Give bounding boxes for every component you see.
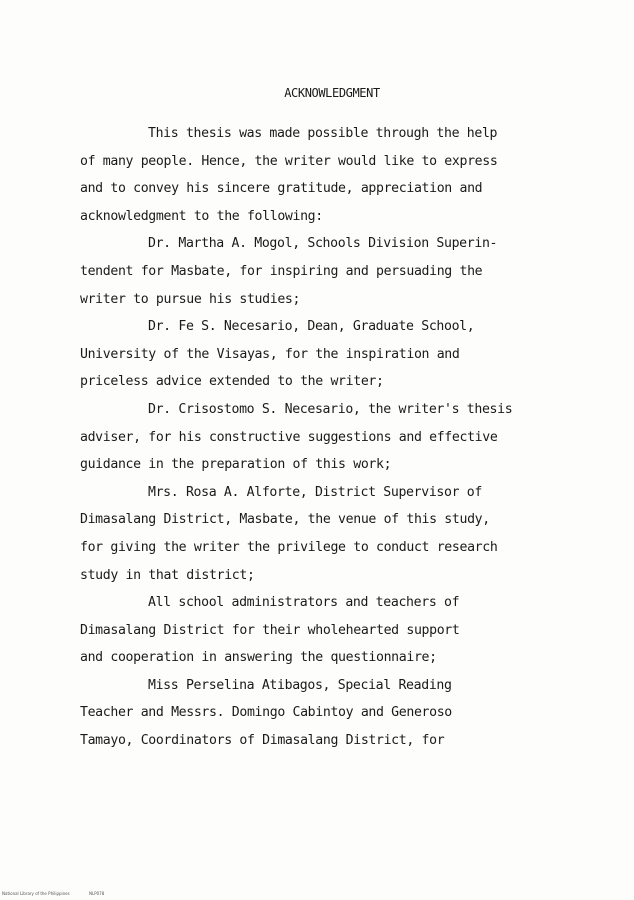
text-line: University of the Visayas, for the inspiration and [80, 346, 460, 362]
text-line: adviser, for his constructive suggestions and effective [80, 429, 498, 445]
text-line: Mrs. Rosa A. Alforte, District Supervisor of [148, 484, 482, 500]
page-title: ACKNOWLEDGMENT [284, 86, 380, 100]
text-line: priceless advice extended to the writer; [80, 374, 384, 390]
text-line: tendent for Masbate, for inspiring and persuading the [80, 263, 483, 279]
text-line: Tamayo, Coordinators of Dimasalang District, for [80, 733, 445, 749]
text-line: writer to pursue his studies; [80, 291, 301, 307]
text-line: Teacher and Messrs. Domingo Cabintoy and Generoso [80, 705, 452, 721]
text-line: for giving the writer the privilege to conduct research [80, 539, 498, 555]
text-line: Dr. Crisostomo S. Necesario, the writer's thesis [148, 401, 513, 417]
page-footer [2, 891, 122, 896]
footer-reference: NLP078 [89, 891, 105, 896]
text-line: study in that district; [80, 567, 255, 583]
text-line: Dr. Martha A. Mogol, Schools Division Superin- [148, 236, 498, 252]
text-line: acknowledgment to the following: [80, 208, 323, 224]
text-line: Dimasalang District for their wholehearted support [80, 622, 460, 638]
footer-library-name: National Library of the Philippines [2, 891, 70, 896]
text-line: guidance in the preparation of this work; [80, 457, 392, 473]
text-line: of many people. Hence, the writer would like to express [80, 153, 498, 169]
text-line: Dr. Fe S. Necesario, Dean, Graduate School, [148, 319, 475, 335]
text-line: and to convey his sincere gratitude, appreciation and [80, 181, 483, 197]
text-line: Dimasalang District, Masbate, the venue of this study, [80, 512, 490, 528]
text-line: This thesis was made possible through the help [148, 126, 498, 141]
text-line: All school administrators and teachers of [148, 595, 460, 611]
text-line: Miss Perselina Atibagos, Special Reading [148, 677, 452, 693]
text-line: and cooperation in answering the questionnaire; [80, 650, 437, 666]
body-text [80, 120, 580, 755]
